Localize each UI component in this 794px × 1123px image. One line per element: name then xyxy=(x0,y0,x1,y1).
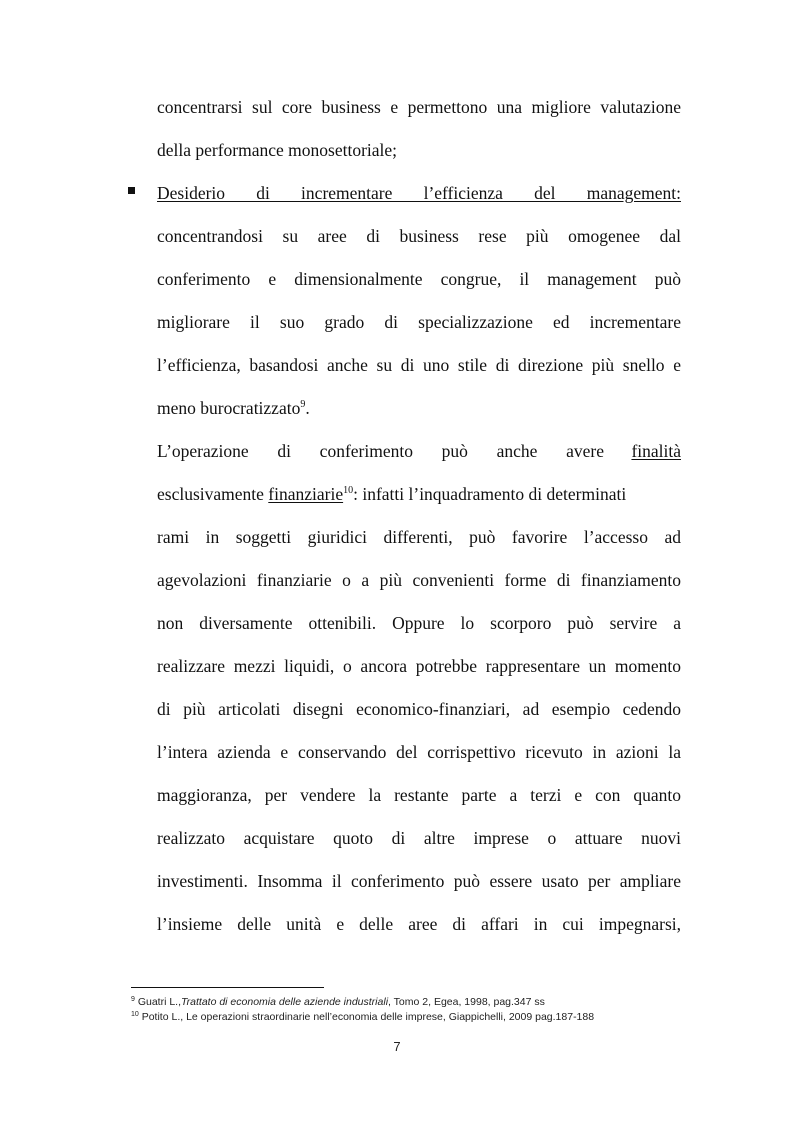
footnote-ref-9[interactable]: 9 xyxy=(300,399,306,410)
body-line: maggioranza, per vendere la restante parte a terzi e con quanto xyxy=(157,785,681,805)
body-line: concentrandosi su aree di business rese più omogenee dal xyxy=(157,226,681,246)
body-line xyxy=(157,483,681,505)
body-line xyxy=(157,397,681,419)
footnote-separator xyxy=(131,987,324,988)
body-text: : infatti l’inquadramento di determinati xyxy=(353,484,627,504)
body-line: conferimento e dimensionalmente congrue, il management può xyxy=(157,269,681,289)
body-text: meno burocratizzato xyxy=(157,398,301,418)
body-text: . xyxy=(305,398,310,418)
footnote-ref-10[interactable]: 10 xyxy=(343,485,354,496)
footnote-author: Guatri L., xyxy=(137,996,182,1008)
body-line: l’efficienza, basandosi anche su di uno stile di direzione più snello e xyxy=(157,355,681,375)
body-text: esclusivamente xyxy=(157,484,264,504)
body-word: conferimento xyxy=(319,441,413,461)
footnote-number: 9 xyxy=(131,996,135,1003)
body-word: di xyxy=(277,441,291,461)
footnote-text: Potito L., Le operazioni straordinarie nell’economia delle imprese, Giappichelli, 2009 pag.187-188 xyxy=(141,1011,595,1023)
body-line: migliorare il suo grado di specializzazione ed incrementare xyxy=(157,312,681,332)
body-word: L’operazione xyxy=(157,441,249,461)
footnote-9 xyxy=(131,995,545,1009)
page-number: 7 xyxy=(393,1039,401,1054)
body-line: investimenti. Insomma il conferimento può essere usato per ampliare xyxy=(157,871,681,891)
body-line: di più articolati disegni economico-finanziari, ad esempio cedendo xyxy=(157,699,681,719)
body-line: rami in soggetti giuridici differenti, può favorire l’accesso ad xyxy=(157,527,681,547)
body-line: realizzare mezzi liquidi, o ancora potrebbe rappresentare un momento xyxy=(157,656,681,676)
footnote-number: 10 xyxy=(131,1011,139,1018)
body-word: anche xyxy=(496,441,538,461)
underlined-term: finanziarie xyxy=(268,484,344,504)
body-line: realizzato acquistare quoto di altre imprese o attuare nuovi xyxy=(157,828,681,848)
footnote-title: Trattato di economia delle aziende industriali xyxy=(181,996,389,1008)
body-line: l’intera azienda e conservando del corrispettivo ricevuto in azioni la xyxy=(157,742,681,762)
footnote-details: , Tomo 2, Egea, 1998, pag.347 ss xyxy=(388,996,545,1008)
body-line: della performance monosettoriale; xyxy=(157,140,398,160)
body-word: avere xyxy=(566,441,604,461)
body-word: può xyxy=(441,441,468,461)
body-line: concentrarsi sul core business e permettono una migliore valutazione xyxy=(157,97,681,117)
bullet-square-icon xyxy=(128,187,135,194)
footnote-10 xyxy=(131,1010,594,1024)
body-line: non diversamente ottenibili. Oppure lo scorporo può servire a xyxy=(157,613,681,633)
body-line: agevolazioni finanziarie o a più convenienti forme di finanziamento xyxy=(157,570,681,590)
underlined-term: finalità xyxy=(631,441,681,461)
body-line xyxy=(157,440,681,462)
body-line: l’insieme delle unità e delle aree di affari in cui impegnarsi, xyxy=(157,914,681,934)
bullet-heading: Desiderio di incrementare l’efficienza del management: xyxy=(157,183,681,203)
body-text xyxy=(157,440,604,462)
